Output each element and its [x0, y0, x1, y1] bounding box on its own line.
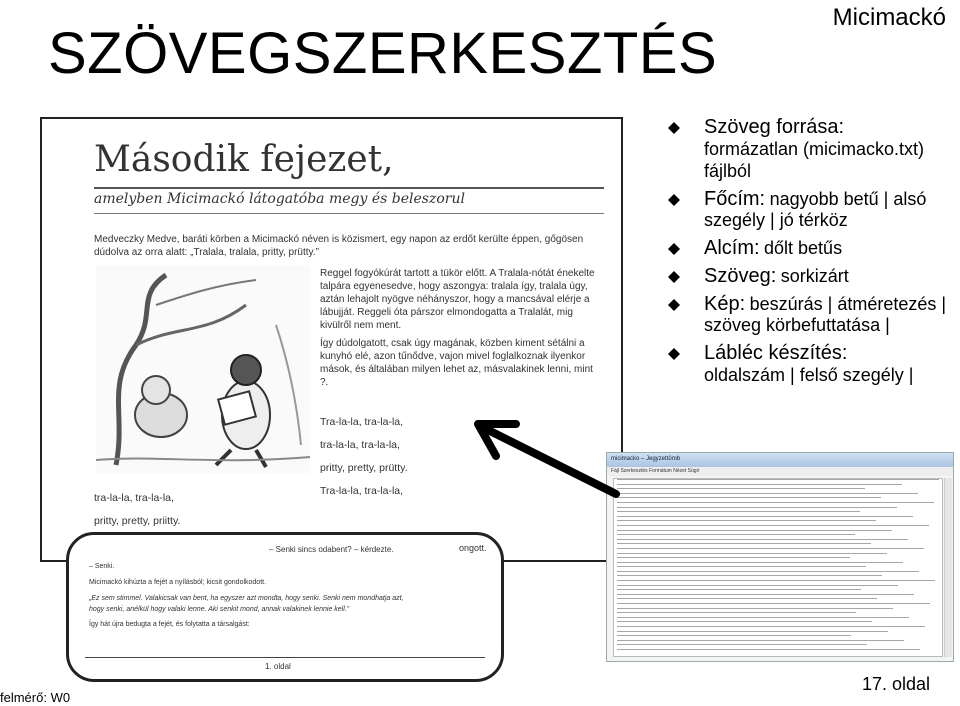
- chapter-title: Második fejezet,: [94, 139, 394, 180]
- bullet-item: [668, 188, 958, 231]
- song-line: pritty, pretty, priitty.: [94, 515, 181, 527]
- footer-line-top: – Senki sincs odabent? – kérdezte.: [269, 545, 394, 554]
- chapter-title-rule: [94, 187, 604, 189]
- notepad-text-area: [613, 478, 943, 657]
- bullet-text: oldalszám | felső szegély |: [704, 365, 914, 385]
- footer-line-1: – Senki.: [89, 563, 115, 570]
- bottom-left-label: felmérő: W0: [0, 690, 71, 705]
- arrow-icon: [470, 418, 620, 498]
- footer-line-5: Így hát újra bedugta a fejét, és folytatta a társalgást:: [89, 621, 250, 628]
- page-title: SZÖVEGSZERKESZTÉS: [48, 21, 718, 86]
- notepad-screenshot: [606, 452, 954, 662]
- bullet-item: [668, 293, 958, 336]
- bullet-text: sorkizárt: [780, 266, 849, 286]
- chapter-subtitle-rule: [94, 213, 604, 214]
- song-right: [320, 411, 408, 503]
- song-line: Tra-la-la, tra-la-la,: [320, 485, 404, 497]
- chapter-paragraph-2: Így dúdolgatott, csak úgy magának, közben kiment sétálni a kunyhó elé, azon tűnődve, vajon mivel foglalkoznak ilyenkor mások, és általában milyen lehet az, másvalakinek lenni, mint ?.: [320, 338, 593, 388]
- bullet-text: dőlt betűs: [764, 238, 843, 258]
- song-line: tra-la-la, tra-la-la,: [320, 439, 400, 451]
- slide-number: 17. oldal: [862, 674, 931, 694]
- song-left: [94, 487, 180, 533]
- notepad-menubar: Fájl Szerkesztés Formátum Nézet Súgó: [607, 467, 953, 476]
- footer-line-2: Micimackó kihúzta a fejét a nyílásból; kicsit gondolkodott.: [89, 579, 267, 586]
- illustration-image: [96, 265, 310, 473]
- song-line: pritty, pretty, prütty.: [320, 462, 408, 474]
- song-line: Tra-la-la, tra-la-la,: [320, 416, 404, 428]
- notepad-titlebar: micimacko – Jegyzettömb: [607, 453, 953, 467]
- chapter-right-column: [320, 267, 602, 394]
- footer-page-number: 1. oldal: [265, 662, 291, 671]
- footer-screenshot: [66, 532, 504, 682]
- chapter-paragraph-1: Reggel fogyókúrát tartott a tükör előtt. A Tralala-nótát énekelte talpára egyenesedve, hogy aszongya: tralala így, tralala úgy, aztán lehajolt nyögve néhányszor, hogy a mancsával elérje a lábujját. Reggeli óta párszor elmondogatta a Tralalát, mig kivülről nem ment.: [320, 268, 595, 331]
- bullet-list: [668, 116, 958, 392]
- diamond-bullet-icon: [668, 299, 680, 311]
- diamond-bullet-icon: [668, 243, 680, 255]
- bullet-item: [668, 237, 958, 259]
- diamond-bullet-icon: [668, 271, 680, 283]
- bullet-item: [668, 342, 958, 386]
- footer-line-3: „Ez sem stimmel. Valakicsak van bent, ha egyszer azt mondta, hogy senki. Senki nem mondhatja azt,: [89, 595, 404, 602]
- notepad-scrollbar: [944, 478, 952, 657]
- song-line: tra-la-la, tra-la-la,: [94, 492, 174, 504]
- footer-line-top-right: ongott.: [459, 543, 487, 553]
- bullet-heading: Kép:: [704, 293, 746, 315]
- footer-line-4: hogy senki, anélkül hogy valaki lenne. Aki senkit mond, annak valakinek lennie kell.”: [89, 606, 350, 613]
- bullet-heading: Szöveg:: [704, 265, 777, 287]
- author-label: Micimackó: [832, 4, 946, 31]
- bullet-text: nagyobb betű | alsó szegély | jó térköz: [704, 189, 927, 230]
- diamond-bullet-icon: [668, 122, 680, 134]
- footer-top-border: [85, 657, 485, 658]
- bullet-item: [668, 265, 958, 287]
- bullet-item: [668, 116, 958, 182]
- chapter-intro: Medveczky Medve, baráti körben a Micimackó néven is közismert, egy napon az erdőt kerülte éppen, gőgösen dúdolva az orra alatt: „Tralala, tralala, pritty, prütty.”: [94, 234, 584, 258]
- bullet-text: formázatlan (micimacko.txt) fájlból: [704, 139, 925, 181]
- notepad-text-line: [617, 649, 920, 654]
- bullet-heading: Alcím:: [704, 237, 760, 259]
- bullet-text: beszúrás | átméretezés | szöveg körbefuttatása |: [704, 294, 947, 335]
- diamond-bullet-icon: [668, 348, 680, 360]
- bullet-heading: Szöveg forrása:: [704, 116, 845, 138]
- diamond-bullet-icon: [668, 194, 680, 206]
- chapter-subtitle: amelyben Micimackó látogatóba megy és beleszorul: [94, 191, 465, 207]
- bullet-heading: Főcím:: [704, 188, 766, 210]
- bullet-heading: Lábléc készítés:: [704, 342, 848, 364]
